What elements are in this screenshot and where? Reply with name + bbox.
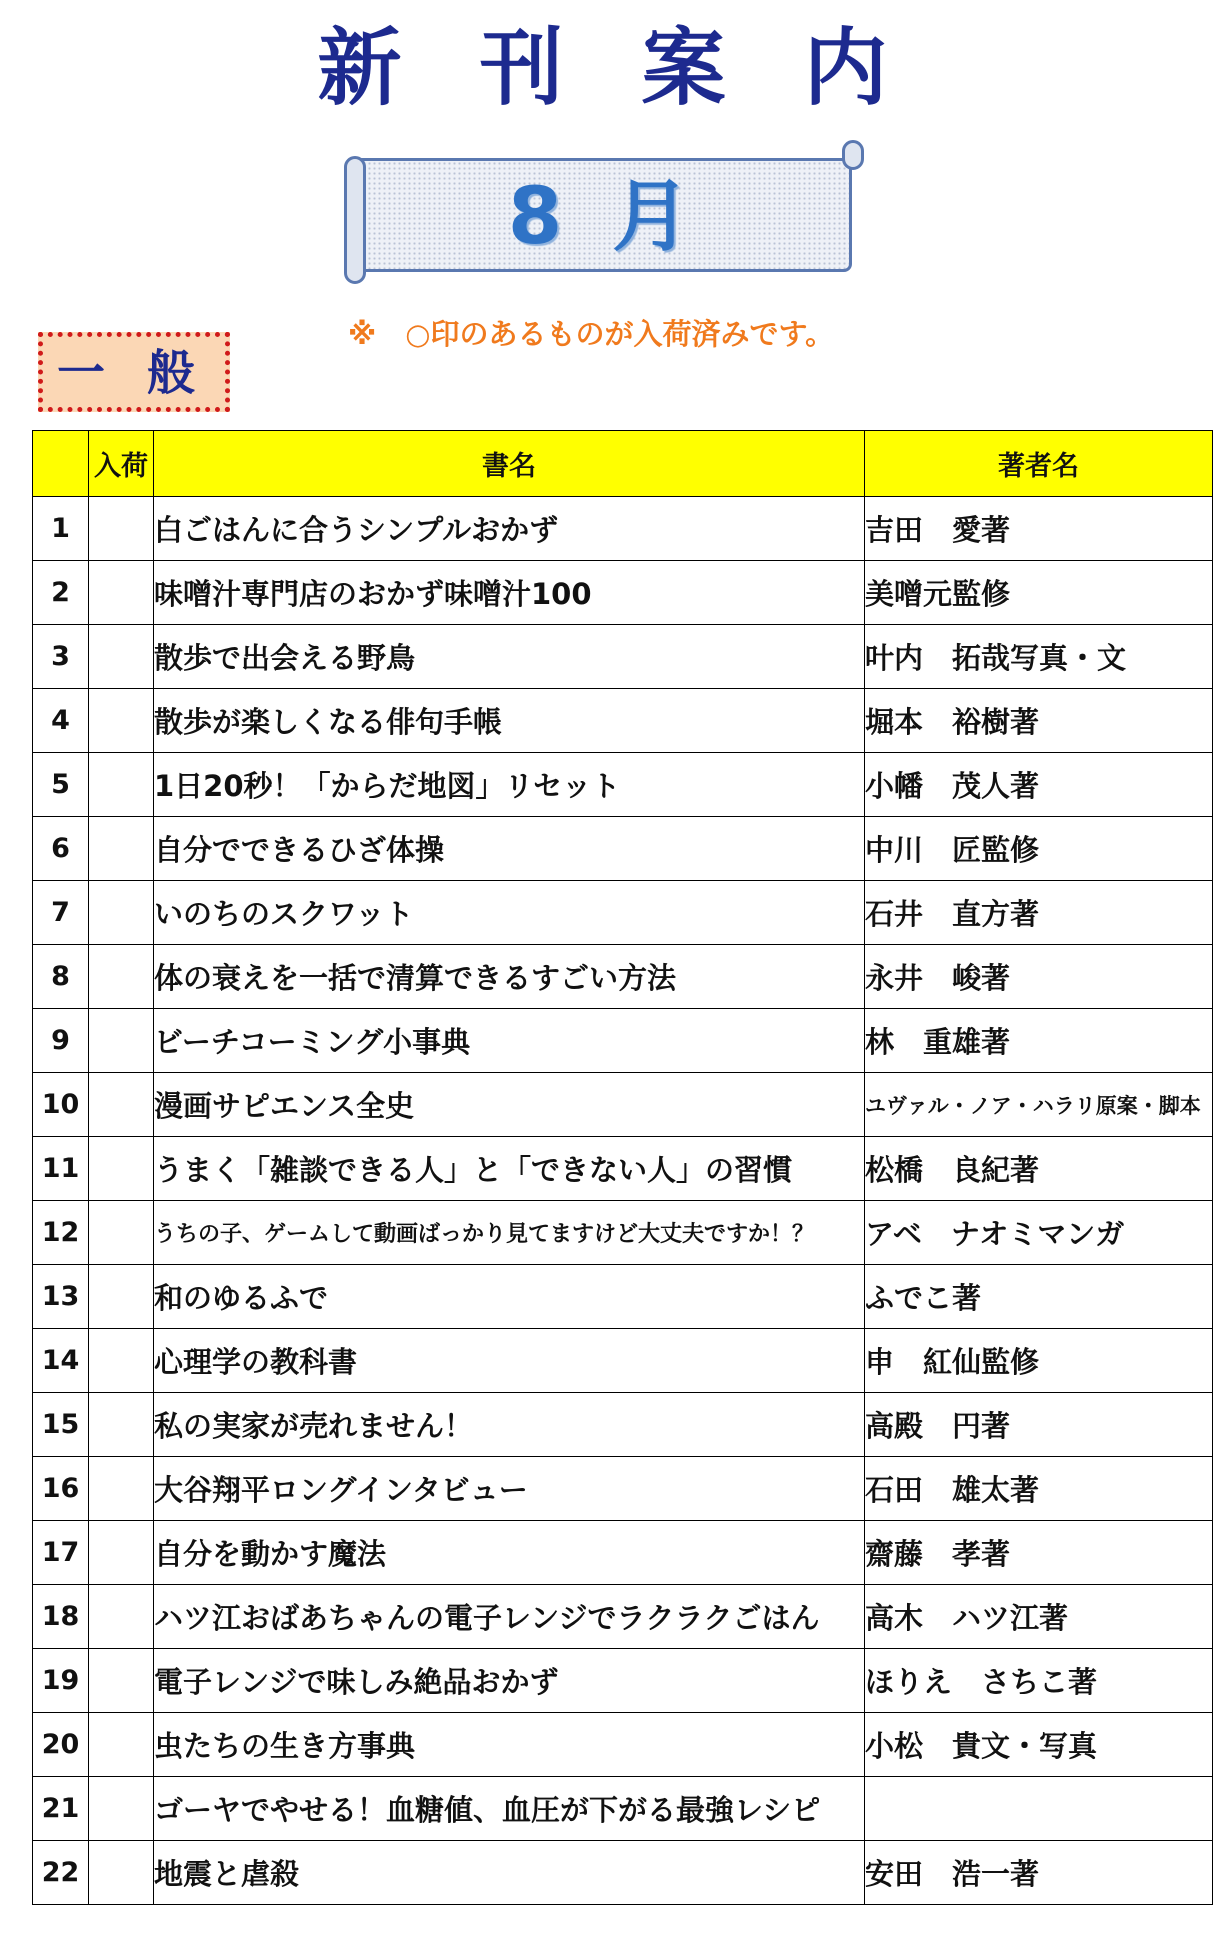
table-row [33,497,1213,561]
row-author: 堀本 裕樹著 [865,689,1213,753]
row-number: 6 [33,817,89,881]
row-author: 永井 峻著 [865,945,1213,1009]
row-number: 1 [33,497,89,561]
row-number: 13 [33,1265,89,1329]
row-number: 4 [33,689,89,753]
arrival-note: ※ ○印のあるものが入荷済みです。 [348,317,835,351]
row-author: ユヴァル・ノア・ハラリ原案・脚本 [865,1073,1213,1137]
row-number: 16 [33,1457,89,1521]
row-arrived-mark [89,1585,154,1649]
month-banner [344,140,864,290]
column-header-arrived: 入荷 [89,431,154,497]
table-header-row [33,431,1213,497]
row-number: 22 [33,1841,89,1905]
row-author: 中川 匠監修 [865,817,1213,881]
column-header-author: 著者名 [865,431,1213,497]
row-number: 14 [33,1329,89,1393]
row-author: ほりえ さちこ著 [865,1649,1213,1713]
table-row [33,1585,1213,1649]
row-author: 松橋 良紀著 [865,1137,1213,1201]
table-row [33,1457,1213,1521]
row-number: 9 [33,1009,89,1073]
row-book-title: 大谷翔平ロングインタビュー [154,1457,865,1521]
column-header-title: 書名 [154,431,865,497]
month-label: 8月 [507,172,741,262]
row-author: 小松 貴文・写真 [865,1713,1213,1777]
row-author: 林 重雄著 [865,1009,1213,1073]
table-row [33,1329,1213,1393]
row-book-title: ハツ江おばあちゃんの電子レンジでラクラクごはん [154,1585,865,1649]
row-arrived-mark [89,625,154,689]
table-row [33,1713,1213,1777]
row-arrived-mark [89,1713,154,1777]
row-book-title: 自分を動かす魔法 [154,1521,865,1585]
row-number: 2 [33,561,89,625]
section-badge [38,332,238,412]
row-book-title: 1日20秒！「からだ地図」リセット [154,753,865,817]
row-number: 5 [33,753,89,817]
table-row [33,1265,1213,1329]
row-number: 11 [33,1137,89,1201]
row-arrived-mark [89,1393,154,1457]
row-book-title: 自分でできるひざ体操 [154,817,865,881]
row-number: 3 [33,625,89,689]
row-number: 15 [33,1393,89,1457]
row-arrived-mark [89,881,154,945]
table-row [33,689,1213,753]
row-author: 申 紅仙監修 [865,1329,1213,1393]
row-author [865,1777,1213,1841]
table-row [33,1777,1213,1841]
row-book-title: 心理学の教科書 [154,1329,865,1393]
book-table [32,430,1213,1905]
row-arrived-mark [89,817,154,881]
row-number: 21 [33,1777,89,1841]
row-arrived-mark [89,753,154,817]
table-row [33,1009,1213,1073]
table-row [33,1521,1213,1585]
row-book-title: 電子レンジで味しみ絶品おかず [154,1649,865,1713]
row-book-title: 白ごはんに合うシンプルおかず [154,497,865,561]
row-book-title: 私の実家が売れません！ [154,1393,865,1457]
column-header-number [33,431,89,497]
table-row [33,945,1213,1009]
row-author: 吉田 愛著 [865,497,1213,561]
row-arrived-mark [89,497,154,561]
row-author: 小幡 茂人著 [865,753,1213,817]
table-row [33,1393,1213,1457]
row-number: 10 [33,1073,89,1137]
table-row [33,753,1213,817]
row-book-title: 散歩で出会える野鳥 [154,625,865,689]
row-author: 安田 浩一著 [865,1841,1213,1905]
row-number: 12 [33,1201,89,1265]
row-arrived-mark [89,1521,154,1585]
table-row [33,1841,1213,1905]
row-book-title: ビーチコーミング小事典 [154,1009,865,1073]
row-author: 高殿 円著 [865,1393,1213,1457]
row-book-title: ゴーヤでやせる！血糖値、血圧が下がる最強レシピ [154,1777,865,1841]
row-author: 齋藤 孝著 [865,1521,1213,1585]
row-author: ふでこ著 [865,1265,1213,1329]
row-book-title: うまく「雑談できる人」と「できない人」の習慣 [154,1137,865,1201]
table-row [33,561,1213,625]
row-number: 18 [33,1585,89,1649]
row-arrived-mark [89,1457,154,1521]
row-author: 高木 ハツ江著 [865,1585,1213,1649]
row-book-title: 味噌汁専門店のおかず味噌汁100 [154,561,865,625]
row-book-title: 漫画サピエンス全史 [154,1073,865,1137]
row-book-title: うちの子、ゲームして動画ばっかり見てますけど大丈夫ですか！？ [154,1201,865,1265]
row-arrived-mark [89,689,154,753]
row-book-title: 和のゆるふで [154,1265,865,1329]
table-row [33,817,1213,881]
table-row [33,1649,1213,1713]
row-book-title: 虫たちの生き方事典 [154,1713,865,1777]
row-arrived-mark [89,1841,154,1905]
table-row [33,1073,1213,1137]
table-row [33,625,1213,689]
row-author: 石田 雄太著 [865,1457,1213,1521]
row-book-title: 散歩が楽しくなる俳句手帳 [154,689,865,753]
row-arrived-mark [89,1265,154,1329]
row-number: 7 [33,881,89,945]
row-author: 美噌元監修 [865,561,1213,625]
row-author: 叶内 拓哉写真・文 [865,625,1213,689]
row-arrived-mark [89,1073,154,1137]
page-title: 新刊案内 [317,19,966,117]
row-arrived-mark [89,1649,154,1713]
row-number: 19 [33,1649,89,1713]
table-row [33,1201,1213,1265]
row-arrived-mark [89,1201,154,1265]
row-arrived-mark [89,945,154,1009]
row-author: アベ ナオミマンガ [865,1201,1213,1265]
row-number: 17 [33,1521,89,1585]
table-row [33,1137,1213,1201]
row-number: 20 [33,1713,89,1777]
row-arrived-mark [89,1137,154,1201]
table-row [33,881,1213,945]
row-arrived-mark [89,1329,154,1393]
section-label: 一般 [57,345,238,401]
row-arrived-mark [89,1009,154,1073]
row-arrived-mark [89,1777,154,1841]
row-arrived-mark [89,561,154,625]
row-book-title: 地震と虐殺 [154,1841,865,1905]
row-author: 石井 直方著 [865,881,1213,945]
row-book-title: いのちのスクワット [154,881,865,945]
row-number: 8 [33,945,89,1009]
row-book-title: 体の衰えを一括で清算できるすごい方法 [154,945,865,1009]
